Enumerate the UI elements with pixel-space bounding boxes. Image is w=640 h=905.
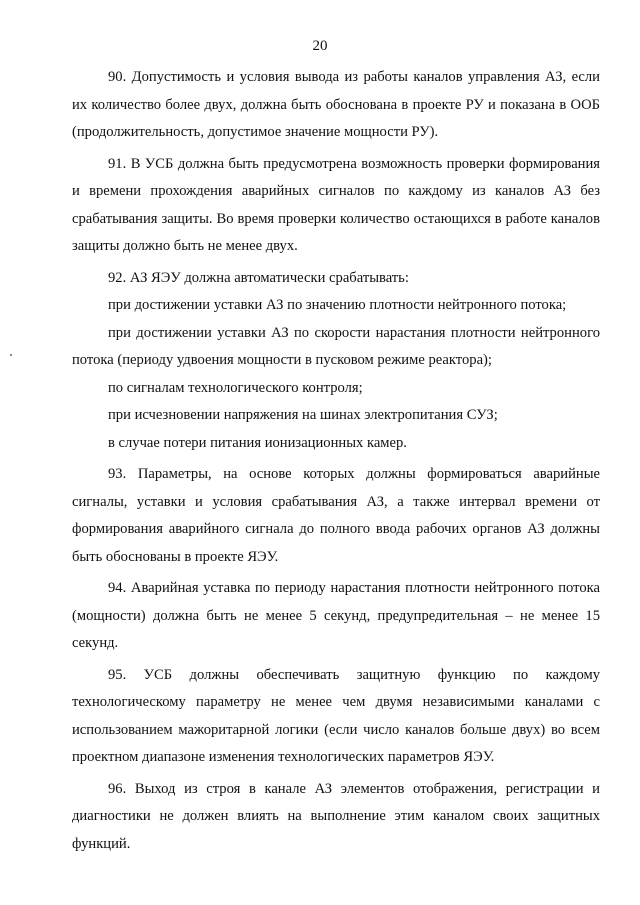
scan-speck: [10, 354, 12, 356]
page-number: 20: [312, 38, 328, 54]
list-item-neutron-flux: при достижении уставки АЗ по значению плотности нейтронного потока;: [108, 297, 567, 313]
list-item-power-loss: при исчезновении напряжения на шинах электропитания СУЗ;: [108, 407, 498, 423]
list-item-process-control: по сигналам технологического контроля;: [108, 379, 363, 396]
paragraph-96: 96. Выход из строя в канале АЗ элементов отображения, регистрации и диагностики не должен влиять на выполнение этим каналом своих защитных функций.: [72, 780, 600, 852]
list-item-flux-rate: при достижении уставки АЗ по скорости нарастания плотности нейтронного потока (периоду удвоения мощности в пусковом режиме реактора);: [72, 324, 600, 368]
list-item-ion-chambers: в случае потери питания ионизационных камер.: [108, 434, 407, 451]
paragraph-95: 95. УСБ должны обеспечивать защитную функцию по каждому технологическому параметру не менее чем двумя независимыми каналами с использованием мажоритарной логики (если число каналов больше двух) во всем проектном диапазоне изменения технологических параметров ЯЭУ.: [72, 666, 600, 765]
paragraph-94: 94. Аварийная уставка по периоду нарастания плотности нейтронного потока (мощности) должна быть не менее 5 секунд, предупредительная – не менее 15 секунд.: [72, 580, 600, 651]
paragraph-93: 93. Параметры, на основе которых должны формироваться аварийные сигналы, уставки и условия срабатывания АЗ, а также интервал времени от формирования аварийного сигнала до полного ввода рабочих органов АЗ должны быть обоснованы в проекте ЯЭУ.: [72, 466, 600, 565]
paragraph-92: 92. АЗ ЯЭУ должна автоматически срабатывать:: [108, 269, 409, 286]
paragraph-90: 90. Допустимость и условия вывода из работы каналов управления АЗ, если их количество более двух, должна быть обоснована в проекте РУ и показана в ООБ (продолжительность, допустимое значение мощности РУ).: [72, 69, 600, 140]
paragraph-91: 91. В УСБ должна быть предусмотрена возможность проверки формирования и времени прохождения аварийных сигналов по каждому из каналов АЗ без срабатывания защиты. Во время проверки количество остающихся в работе каналов защиты должно быть не менее двух.: [72, 155, 600, 254]
document-body: [72, 64, 600, 858]
